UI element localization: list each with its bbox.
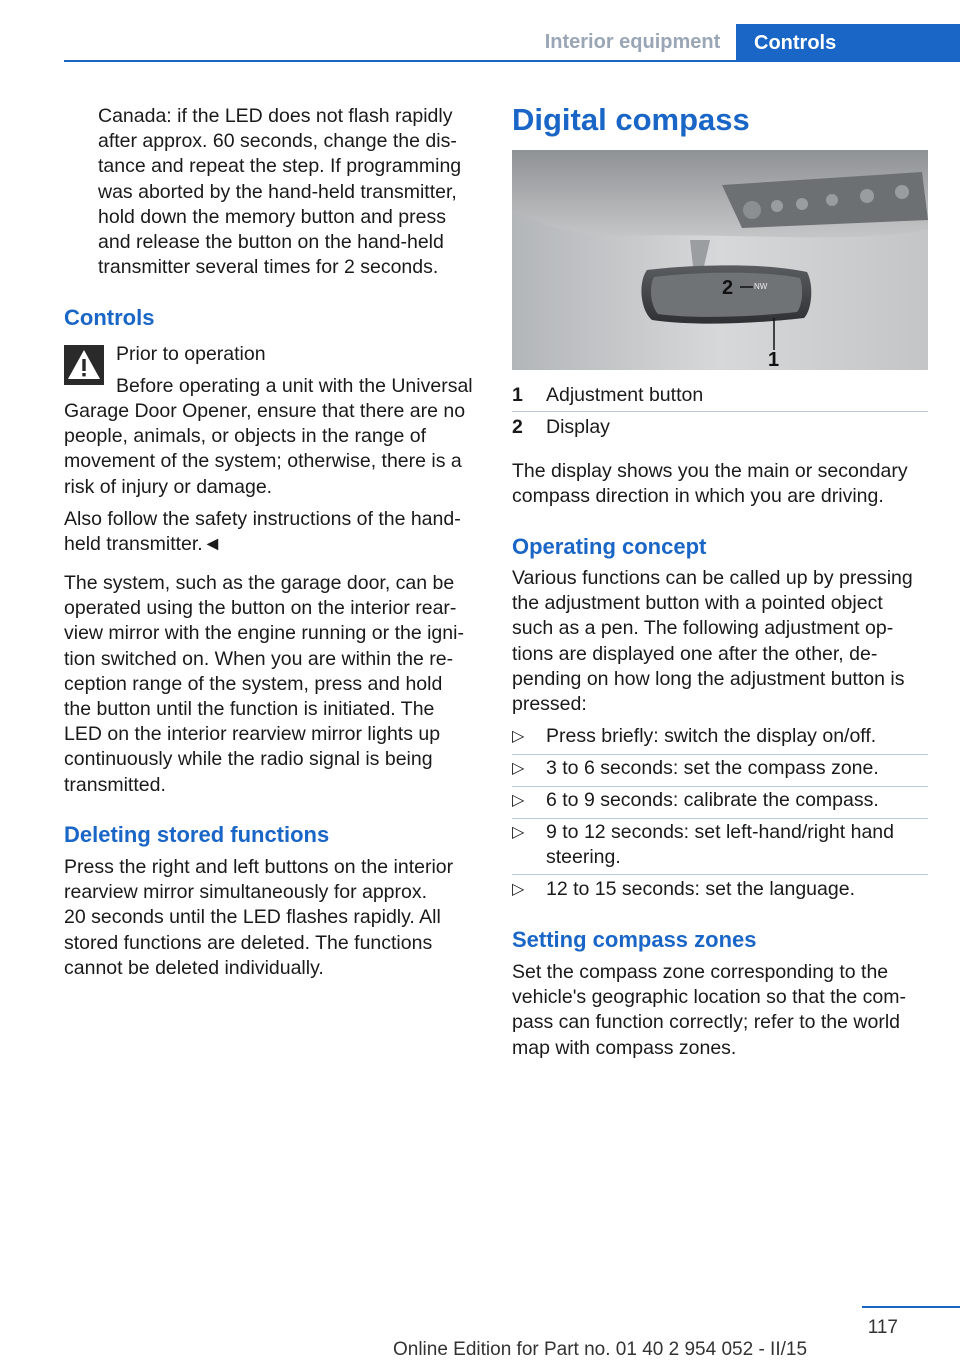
operating-line: Various functions can be called up by pressing bbox=[512, 567, 913, 589]
system-line: continuously while the radio signal is being bbox=[64, 748, 433, 771]
display-line: The display shows you the main or secondary bbox=[512, 460, 908, 482]
list-item-text: steering. bbox=[546, 846, 621, 869]
zones-line: vehicle's geographic location so that the com‐ bbox=[512, 986, 906, 1009]
operating-paragraph bbox=[512, 566, 932, 717]
warning-title: Prior to operation bbox=[116, 343, 266, 365]
display-paragraph bbox=[512, 459, 932, 509]
list-divider bbox=[512, 754, 928, 755]
mirror-illustration bbox=[512, 150, 928, 370]
intro-line: and release the button on the hand-held bbox=[98, 231, 444, 254]
system-line: the button until the function is initiated. The bbox=[64, 698, 435, 721]
legend-text: Display bbox=[546, 416, 610, 438]
list-divider bbox=[512, 874, 928, 875]
display-line: compass direction in which you are driving. bbox=[512, 485, 884, 508]
legend-number: 1 bbox=[512, 384, 523, 406]
zones-paragraph bbox=[512, 960, 932, 1061]
operating-line: such as a pen. The following adjustment op‐ bbox=[512, 617, 894, 640]
system-line: operated using the button on the interior rear‐ bbox=[64, 597, 457, 620]
header-rule bbox=[64, 60, 960, 62]
system-paragraph bbox=[64, 571, 484, 798]
zones-line: map with compass zones. bbox=[512, 1036, 737, 1059]
warning-triangle-icon bbox=[64, 345, 104, 385]
mirror-photo bbox=[512, 150, 928, 370]
system-line: transmitted. bbox=[64, 773, 166, 796]
page-number: 117 bbox=[867, 1317, 898, 1338]
intro-line: was aborted by the hand-held transmitter, bbox=[98, 180, 457, 203]
system-line: LED on the interior rearview mirror lights up bbox=[64, 723, 441, 746]
triangle-bullet-icon: ▷ bbox=[512, 824, 525, 841]
list-item-text: Press briefly: switch the display on/off. bbox=[546, 725, 877, 747]
photo-label-1: 1 bbox=[768, 349, 780, 370]
zones-line: pass can function correctly; refer to the world bbox=[512, 1011, 901, 1034]
triangle-bullet-icon: ▷ bbox=[512, 881, 525, 898]
warning-line: movement of the system; otherwise, there is a bbox=[64, 450, 462, 473]
list-divider bbox=[512, 786, 928, 787]
zones-heading: Setting compass zones bbox=[512, 927, 757, 952]
intro-line: transmitter several times for 2 seconds. bbox=[98, 256, 439, 279]
controls-heading: Controls bbox=[64, 305, 155, 330]
intro-paragraph bbox=[98, 104, 488, 280]
header-section-label: Interior equipment bbox=[544, 31, 721, 53]
operating-line: pending on how long the adjustment button is bbox=[512, 667, 905, 690]
footer-rule bbox=[862, 1306, 960, 1308]
operating-line: pressed: bbox=[512, 693, 587, 716]
list-divider bbox=[512, 818, 928, 819]
warning-text bbox=[64, 399, 484, 500]
page-title: Digital compass bbox=[512, 102, 750, 137]
intro-line: after approx. 60 seconds, change the dis‐ bbox=[98, 130, 457, 153]
safety-line: held transmitter.◄ bbox=[64, 533, 223, 556]
legend-number: 2 bbox=[512, 416, 523, 438]
triangle-bullet-icon: ▷ bbox=[512, 728, 525, 745]
operating-line: the adjustment button with a pointed object bbox=[512, 592, 883, 615]
warning-line: Garage Door Opener, ensure that there are no bbox=[64, 400, 466, 422]
deleting-line: 20 seconds until the LED flashes rapidly. All bbox=[64, 906, 441, 929]
system-line: ception range of the system, press and hold bbox=[64, 672, 443, 695]
deleting-line: stored functions are deleted. The functions bbox=[64, 931, 433, 954]
deleting-heading: Deleting stored functions bbox=[64, 822, 330, 847]
list-item-text: 12 to 15 seconds: set the language. bbox=[546, 878, 855, 900]
zones-line: Set the compass zone corresponding to the bbox=[512, 961, 889, 983]
warning-line: risk of injury or damage. bbox=[64, 475, 273, 498]
warning-first-line: Before operating a unit with the Universal bbox=[116, 375, 473, 397]
safety-paragraph bbox=[64, 507, 484, 557]
list-item-text: 6 to 9 seconds: calibrate the compass. bbox=[546, 789, 879, 811]
warning-line: people, animals, or objects in the range of bbox=[64, 425, 427, 448]
triangle-bullet-icon: ▷ bbox=[512, 792, 525, 809]
operating-line: tions are displayed one after the other, de‐ bbox=[512, 642, 878, 665]
system-line: The system, such as the garage door, can be bbox=[64, 572, 455, 594]
operating-heading: Operating concept bbox=[512, 534, 707, 559]
header-tab-controls[interactable]: Controls bbox=[736, 24, 960, 62]
list-item-text: 3 to 6 seconds: set the compass zone. bbox=[546, 757, 879, 779]
list-item-text: 9 to 12 seconds: set left-hand/right hand bbox=[546, 821, 894, 843]
deleting-paragraph bbox=[64, 855, 484, 981]
system-line: tion switched on. When you are within the re‐ bbox=[64, 647, 454, 670]
deleting-line: cannot be deleted individually. bbox=[64, 956, 324, 979]
triangle-bullet-icon: ▷ bbox=[512, 760, 525, 777]
photo-label-2: 2 bbox=[722, 277, 734, 299]
deleting-line: rearview mirror simultaneously for approx. bbox=[64, 881, 428, 904]
intro-line: hold down the memory button and press bbox=[98, 205, 446, 228]
intro-line: tance and repeat the step. If programming bbox=[98, 155, 462, 178]
safety-line: Also follow the safety instructions of the hand‐ bbox=[64, 508, 461, 530]
photo-label-nw: NW bbox=[754, 282, 768, 291]
edition-text: Online Edition for Part no. 01 40 2 954 052 - II/15 bbox=[392, 1339, 808, 1360]
system-line: view mirror with the engine running or the igni‐ bbox=[64, 622, 464, 645]
legend-text: Adjustment button bbox=[546, 384, 704, 406]
deleting-line: Press the right and left buttons on the interior bbox=[64, 856, 454, 878]
legend-divider bbox=[512, 411, 928, 412]
intro-line: Canada: if the LED does not flash rapidly bbox=[98, 105, 453, 127]
